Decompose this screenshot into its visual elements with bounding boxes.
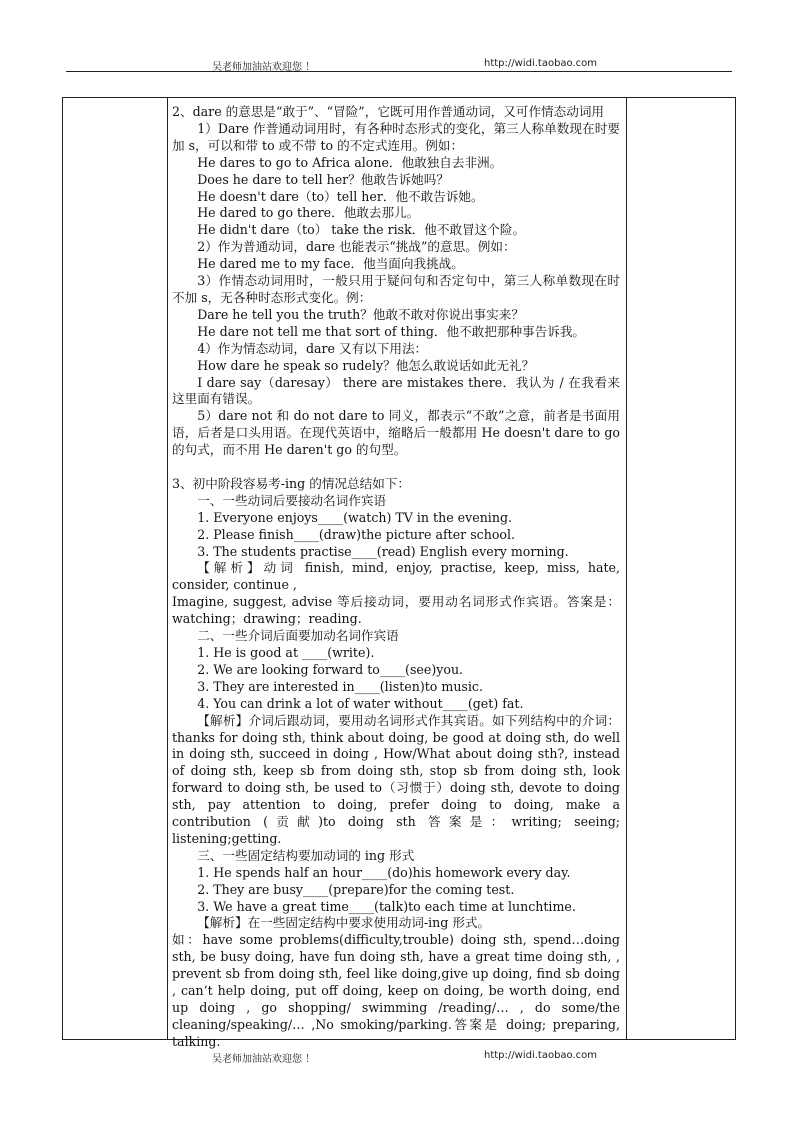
paragraph: 2）作为普通动词，dare 也能表示“挑战”的意思。例如： xyxy=(197,239,516,255)
paragraph: 2. Please finish____(draw)the picture after school. xyxy=(197,526,516,542)
paragraph: How dare he speak so rudely？他怎么敢说话如此无礼？ xyxy=(197,357,535,373)
paragraph: 5）dare not 和 do not dare to 同义，都表示“不敢”之意，前者是书面用语，后者是口头用语。在现代英语中，缩略后一般都用 He doesn't dare to go 的句式，而不用 He daren't go 的句型。 xyxy=(172,408,620,458)
paragraph: 3. The students practise____(read) English every morning. xyxy=(197,543,569,559)
paragraph: 2、dare 的意思是“敢于”、“冒险”，它既可用作普通动词，又可作情态动词用 xyxy=(172,104,605,119)
paragraph: 【解析】动词 finish, mind, enjoy, practise, keep, miss, hate, consider, continue , xyxy=(172,560,620,593)
paragraph: Imagine, suggest, advise 等后接动词，要用动名词形式作宾语。答案是：watching；drawing；reading. xyxy=(172,594,620,627)
paragraph: 【解析】介词后跟动词，要用动名词形式作其宾语。如下列结构中的介词：thanks for doing sth, think about doing, be good at doing sth, do well in doing sth, succeed in doing , How/What about doing sth?, instead of doing sth, keep sb from doing sth, stop sb from doing sth, look forward to doing sth, be used to（习惯于）doing sth, devote to doing sth, pay attention to doing, prefer doing to doing, make a contribution (贡献)to doing sth 答案是：writing; seeing; listening;getting. xyxy=(172,712,620,846)
paragraph: 4）作为情态动词，dare 又有以下用法： xyxy=(197,340,428,356)
paragraph: Dare he tell you the truth？他敢不敢对你说出事实来？ xyxy=(197,306,524,322)
paragraph: 3. They are interested in____(listen)to music. xyxy=(197,678,483,694)
paragraph: 如：have some problems(difficulty,trouble) doing sth, spend…doing sth, be busy doing, have fun doing sth, have a great time doing sth, , prevent sb from doing sth, feel like doing,give up doing, find sb doing , can’t help doing, put off doing, keep on doing, be worth doing, end up doing , go shopping/ swimming /reading/… , do some/the cleaning/speaking/… ,No smoking/parking.答案是 doing; preparing, talking. xyxy=(172,932,620,1049)
table-divider-right xyxy=(626,98,627,1039)
blank-line xyxy=(172,459,620,476)
paragraph: 1）Dare 作普通动词用时，有各种时态形式的变化，第三人称单数现在时要加 s，可以和带 to 或不带 to 的不定式连用。例如： xyxy=(172,120,620,153)
paragraph: 3）作情态动词用时，一般只用于疑问句和否定句中，第三人称单数现在时不加 s，无各种时态形式变化。例： xyxy=(172,273,620,305)
header-welcome: 吴老师加油站欢迎您 ！ xyxy=(212,62,316,73)
paragraph: Does he dare to tell her？他敢告诉她吗？ xyxy=(197,171,449,187)
main-text xyxy=(172,104,620,1051)
footer-url: http://widi.taobao.com xyxy=(484,1050,598,1061)
paragraph: He dares to go to Africa alone．他敢独自去非洲。 xyxy=(197,154,503,170)
table-divider-left xyxy=(167,98,168,1039)
paragraph: He dared me to my face．他当面向我挑战。 xyxy=(197,256,464,272)
header-rule xyxy=(66,71,732,72)
paragraph: He dare not tell me that sort of thing．他不敢把那种事告诉我。 xyxy=(197,323,586,339)
footer-welcome: 吴老师加油站欢迎您 ！ xyxy=(212,1054,316,1065)
paragraph: I dare say（daresay） there are mistakes there．我认为 / 在我看来这里面有错误。 xyxy=(172,374,620,407)
paragraph: 3. We have a great time____(talk)to each time at lunchtime. xyxy=(197,898,576,914)
paragraph: 三、一些固定结构要加动词的 ing 形式 xyxy=(197,847,415,863)
header-url: http://widi.taobao.com xyxy=(484,58,598,69)
paragraph: 1. Everyone enjoys____(watch) TV in the evening. xyxy=(197,509,513,525)
paragraph: He dared to go there．他敢去那儿。 xyxy=(197,205,420,221)
paragraph: 3、初中阶段容易考-ing 的情况总结如下： xyxy=(172,475,410,491)
paragraph: 2. They are busy____(prepare)for the coming test. xyxy=(197,881,515,897)
paragraph: 4. You can drink a lot of water without____(get) fat. xyxy=(197,695,524,711)
paragraph: He doesn't dare（to）tell her．他不敢告诉她。 xyxy=(197,188,484,204)
paragraph: 一、一些动词后要接动名词作宾语 xyxy=(197,492,387,508)
paragraph: 1. He spends half an hour____(do)his homework every day. xyxy=(197,864,571,880)
paragraph: 【解析】在一些固定结构中要求使用动词-ing 形式。 xyxy=(197,915,491,931)
paragraph: 2. We are looking forward to____(see)you. xyxy=(197,661,464,677)
paragraph: He didn't dare（to） take the risk．他不敢冒这个险。 xyxy=(197,222,526,238)
paragraph: 1. He is good at ____(write). xyxy=(197,644,375,660)
paragraph: 二、一些介词后面要加动名词作宾语 xyxy=(197,628,399,644)
